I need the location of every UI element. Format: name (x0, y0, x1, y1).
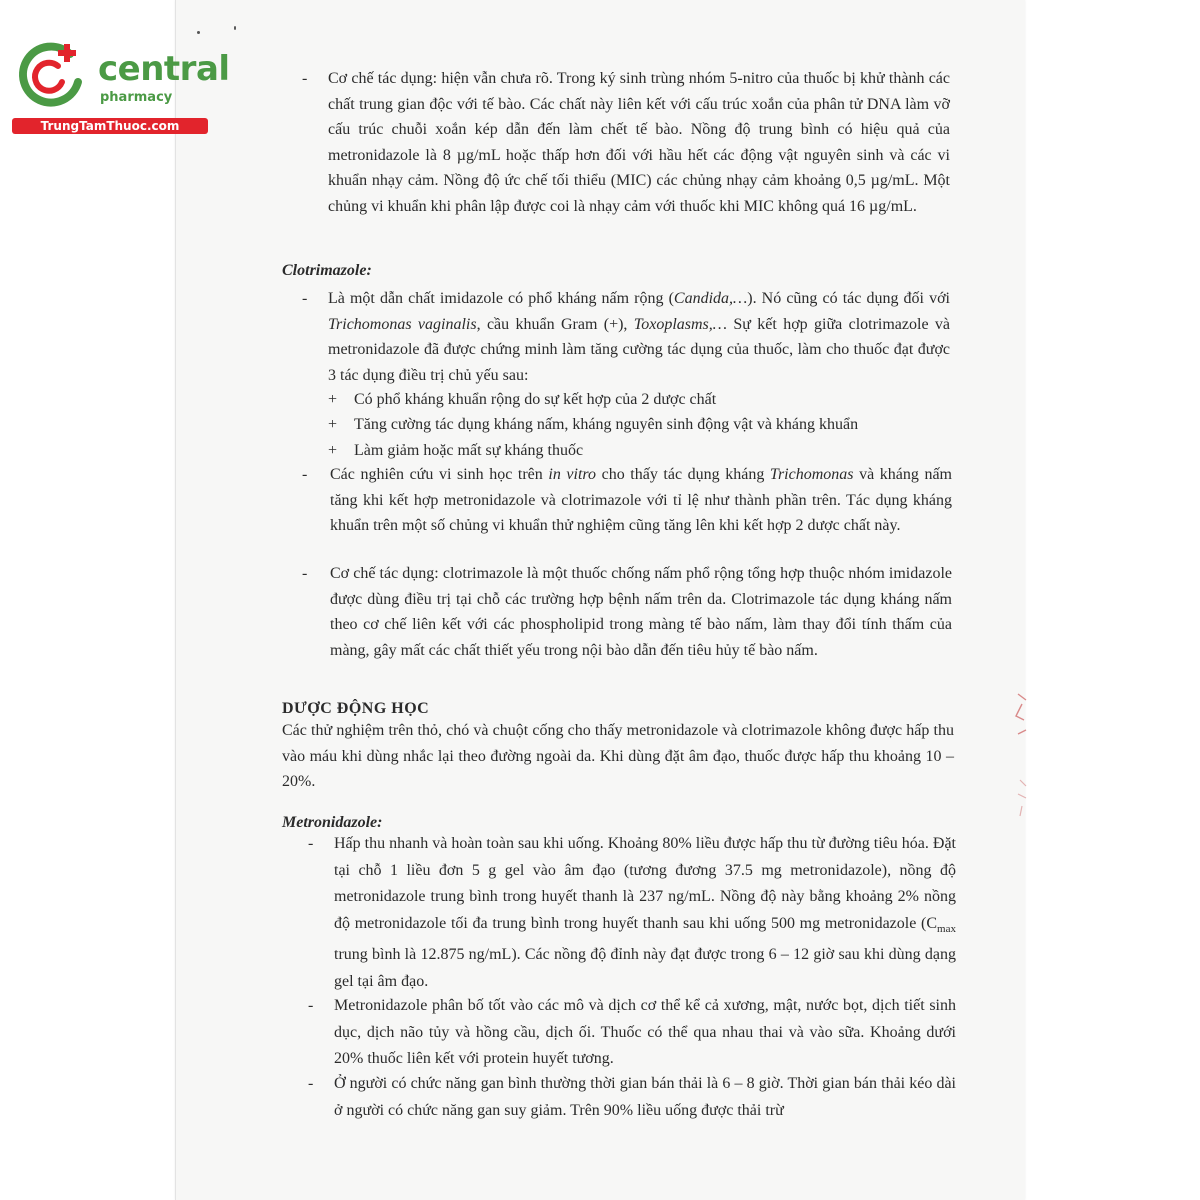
plus-item-text: Làm giảm hoặc mất sự kháng thuốc (354, 442, 584, 459)
italic-run: Trichomonas vaginalis (328, 315, 477, 333)
cmax-subscript: max (937, 922, 956, 935)
absorption-text (334, 831, 956, 995)
bullet-dash: - (308, 1075, 314, 1092)
in-vitro-text (330, 462, 952, 539)
list-item (302, 462, 952, 539)
text-run: ). Nó cũng có tác dụng đối với (747, 290, 950, 307)
bullet-dash: - (302, 290, 308, 307)
plus-mark: + (328, 416, 338, 433)
italic-run: Candida,… (673, 290, 748, 307)
logo-website-banner: TrungTamThuoc.com (12, 118, 208, 134)
italic-run: Toxoplasms,… (633, 315, 728, 333)
plus-mark: + (328, 391, 338, 408)
list-item (302, 561, 952, 663)
metronidazole-heading: Metronidazole: (282, 814, 383, 831)
margin-stamp-mark (1012, 690, 1032, 830)
elimination-text: Ở người có chức năng gan bình thường thời gian bán thải là 6 – 8 giờ. Thời gian bán thải kéo dài ở người có chức năng gan suy giảm. Trên 90% liều uống được thải trừ (334, 1075, 956, 1119)
list-item (308, 993, 956, 1073)
mechanism-text: Cơ chế tác dụng: hiện vẫn chưa rõ. Trong ký sinh trùng nhóm 5-nitro của thuốc bị khử thành các chất trung gian độc với tế bào. Các chất này liên kết với cấu trúc xoắn của phân tử DNA làm vỡ cấu trúc chuỗi xoắn kép dẫn đến làm chết tế bào. Nồng độ trung bình có hiệu quả của metronidazole là 8 µg/mL hoặc thấp hơn đối với hầu hết các động vật nguyên sinh và các vi khuẩn nhạy cảm. Nồng độ ức chế tối thiểu (MIC) các chủng nhạy cảm khoảng 0,5 µg/mL. Một chủng vi khuẩn khi phân lập được coi là nhạy cảm với thuốc khi MIC không quá 16 µg/mL. (328, 70, 950, 215)
logo-brand-name: central (98, 49, 230, 89)
central-pharmacy-logo (12, 38, 230, 138)
text-run: Là một dẫn chất imidazole có phổ kháng nấm rộng ( (328, 290, 674, 307)
scan-speck (234, 26, 236, 30)
text-run: Hấp thu nhanh và hoàn toàn sau khi uống. Khoảng 80% liều được hấp thu từ đường tiêu hóa. Đặt tại chỗ 1 liều đơn 5 g gel vào âm đạo (tương đương 37.5 mg metronidazole), nồng độ metronidazole trung bình trong huyết thanh là 237 ng/mL. Nồng độ này bằng khoảng 2% nồng độ metronidazole tối đa trung bình trong huyết thanh sau khi uống 500 mg metronidazole (C (334, 835, 956, 932)
scan-speck (197, 31, 200, 34)
clotrimazole-mechanism: Cơ chế tác dụng: clotrimazole là một thuốc chống nấm phổ rộng tổng hợp thuộc nhóm imidazole được dùng điều trị tại chỗ các trường hợp bệnh nấm trên da. Clotrimazole tác dụng kháng nấm theo cơ chế liên kết với các phospholipid trong màng tế bào nấm, làm thay đổi tính thấm của màng, gây mất các chất thiết yếu trong nội bào dẫn đến tiêu hủy tế bào nấm. (330, 565, 952, 659)
bullet-dash: - (308, 997, 314, 1014)
plus-list-item (328, 412, 948, 438)
list-item (308, 1071, 956, 1124)
text-run: trung bình là 12.875 ng/mL). Các nồng độ đỉnh này đạt được trong 6 – 12 giờ sau khi dùng dạng gel tại âm đạo. (334, 946, 956, 990)
text-run: Các nghiên cứu vi sinh học trên (330, 466, 549, 483)
page-edge (175, 0, 176, 1200)
pharmacy-logo-icon (12, 38, 92, 118)
text-run: Sự kết hợp giữa clotrimazole và metronidazole đã được chứng minh làm tăng cường tác dụng của thuốc, làm cho thuốc đạt được 3 tác dụng điều trị chủ yếu sau: (328, 315, 951, 384)
plus-item-text: Tăng cường tác dụng kháng nấm, kháng nguyên sinh động vật và kháng khuẩn (354, 416, 859, 433)
text-run: cho thấy tác dụng kháng (596, 466, 770, 483)
plus-list-item (328, 387, 948, 413)
italic-run: in vitro (548, 466, 597, 483)
plus-list-item (328, 438, 948, 464)
bullet-dash: - (308, 835, 314, 852)
bullet-dash: - (302, 70, 308, 87)
logo-subtitle: pharmacy (100, 90, 173, 105)
italic-run: Trichomonas (769, 466, 854, 483)
clotrimazole-heading: Clotrimazole: (282, 262, 372, 279)
bullet-dash: - (302, 466, 308, 483)
list-item (302, 286, 950, 388)
clotrimazole-description (328, 286, 950, 388)
distribution-text: Metronidazole phân bố tốt vào các mô và dịch cơ thể kể cả xương, mật, nước bọt, dịch tiết sinh dục, dịch não tủy và hồng cầu, dịch ối. Thuốc có thể qua nhau thai và vào sữa. Khoảng dưới 20% thuốc liên kết với protein huyết tương. (334, 997, 956, 1067)
list-item (302, 66, 950, 219)
bullet-dash: - (302, 565, 308, 582)
list-item (308, 831, 956, 995)
plus-mark: + (328, 442, 338, 459)
text-run: và kháng nấm tăng khi kết hợp metronidazole và clotrimazole với tỉ lệ như thành phần trên. Tác dụng kháng khuẩn trên một số chủng vi khuẩn thử nghiệm cũng tăng lên khi kết hợp 2 dược chất này. (330, 466, 952, 534)
plus-item-text: Có phổ kháng khuẩn rộng do sự kết hợp của 2 dược chất (354, 391, 717, 408)
pharmacokinetics-heading: DƯỢC ĐỘNG HỌC (282, 700, 430, 717)
pharmacokinetics-intro: Các thử nghiệm trên thỏ, chó và chuột cống cho thấy metronidazole và clotrimazole không được hấp thu vào máu khi dùng nhắc lại theo đường ngoài da. Khi dùng đặt âm đạo, thuốc được hấp thu khoảng 10 – 20%. (282, 722, 954, 790)
text-run: , cầu khuẩn Gram (+), (476, 315, 634, 333)
